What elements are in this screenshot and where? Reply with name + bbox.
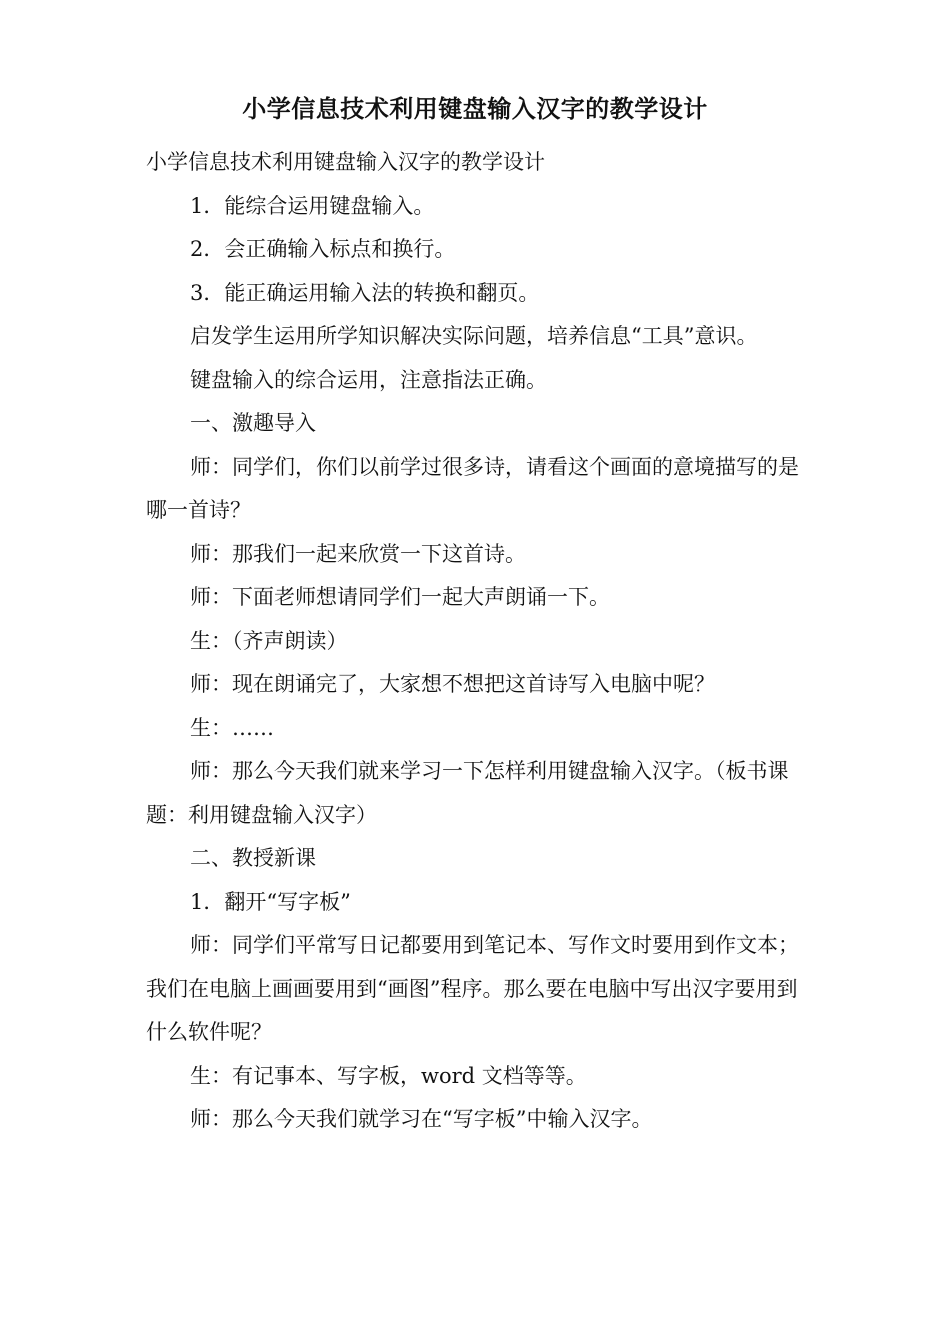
- dialogue-line: 生：（齐声朗读）: [190, 628, 348, 653]
- objective-1: 1．能综合运用键盘输入。: [190, 193, 435, 218]
- dialogue-line: 师：同学们，你们以前学过很多诗，请看这个画面的意境描写的是哪一首诗？: [146, 454, 799, 522]
- dialogue-line: 师：那么今天我们就来学习一下怎样利用键盘输入汉字。（板书课题：利用键盘输入汉字）: [146, 759, 789, 827]
- subsection-heading: 1．翻开“写字板”: [190, 889, 351, 914]
- dialogue-line: 师：那么今天我们就学习在“写字板”中输入汉字。: [190, 1107, 653, 1131]
- section-heading-2: 二、教授新课: [190, 846, 316, 870]
- subtitle-paragraph: 小学信息技术利用键盘输入汉字的教学设计: [146, 150, 545, 174]
- goal-paragraph: 启发学生运用所学知识解决实际问题，培养信息“工具”意识。: [190, 324, 758, 348]
- document-body: [146, 141, 806, 1142]
- dialogue-line: 生：有记事本、写字板，word 文档等等。: [190, 1063, 587, 1088]
- dialogue-line: 师：同学们平常写日记都要用到笔记本、写作文时要用到作文本；我们在电脑上画画要用到“画图”程序。那么要在电脑中写出汉字要用到什么软件呢？: [146, 933, 799, 1044]
- dialogue-line: 师：那我们一起来欣赏一下这首诗。: [190, 541, 526, 566]
- dialogue-line: 生：……: [190, 715, 274, 740]
- section-heading-1: 一、激趣导入: [190, 411, 316, 435]
- dialogue-line: 师：现在朗诵完了，大家想不想把这首诗写入电脑中呢？: [190, 672, 715, 696]
- key-point-paragraph: 键盘输入的综合运用，注意指法正确。: [190, 367, 547, 392]
- objective-3: 3．能正确运用输入法的转换和翻页。: [190, 280, 540, 305]
- dialogue-line: 师：下面老师想请同学们一起大声朗诵一下。: [190, 585, 610, 609]
- objective-2: 2．会正确输入标点和换行。: [190, 237, 456, 261]
- document-title: 小学信息技术利用键盘输入汉字的教学设计: [242, 94, 708, 123]
